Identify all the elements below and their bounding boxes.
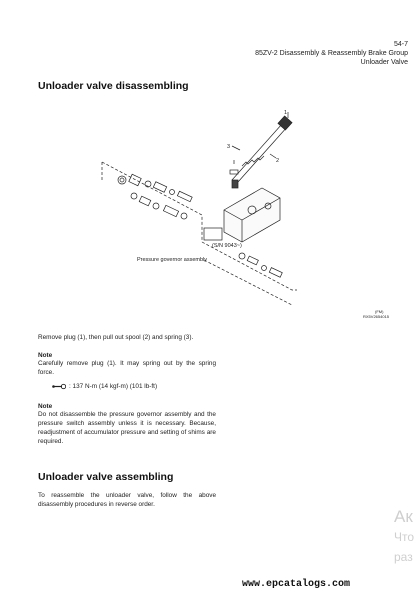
callout-3: 3 [227, 144, 231, 150]
page-number: 54-7 [393, 41, 408, 48]
disassembling-title: Unloader valve disassembling [38, 80, 189, 92]
watermark-line-1: Ак [394, 507, 413, 526]
section-subtitle: Unloader Valve [360, 59, 408, 66]
callout-1: 1 [284, 110, 288, 116]
disassembly-step: Remove plug (1), then pull out spool (2) and spring (3). [38, 334, 194, 341]
exploded-view-drawing [92, 110, 304, 306]
exploded-view-diagram [92, 110, 304, 306]
watermark-line-2: Что [394, 530, 415, 544]
figure-code-1: (FM) [375, 309, 384, 314]
callout-2: 2 [276, 158, 280, 164]
torque-wrench-icon [52, 383, 66, 390]
assembling-title: Unloader valve assembling [38, 471, 174, 483]
note-2-heading: Note [38, 403, 53, 410]
assembling-text: To reassemble the unloader valve, follow the above disassembly procedures in reverse order. [38, 492, 216, 508]
torque-spec [52, 383, 157, 390]
note-2-text: Do not disassemble the pressure governor assembly and the pressure switch assembly unless it is necessary. Because, readjustment of accumulator pressure and setting of shims are required. [38, 411, 216, 445]
note-1-heading: Note [38, 352, 53, 359]
note-1-text: Carefully remove plug (1). It may spring out by the spring force. [38, 360, 216, 376]
footer-url[interactable]: www.epcatalogs.com [242, 579, 351, 590]
figure-code-2: RX5V2654015 [363, 314, 390, 319]
watermark-line-3: раз [394, 550, 413, 564]
governor-assembly-label: Pressure governor assembly [137, 257, 208, 263]
torque-value: : 137 N-m (14 kgf-m) (101 lb-ft) [69, 383, 158, 390]
serial-number-label: (S/N 9043~) [212, 243, 242, 249]
page-header [255, 40, 408, 67]
section-title: 85ZV-2 Disassembly & Reassembly Brake Group [255, 50, 408, 57]
